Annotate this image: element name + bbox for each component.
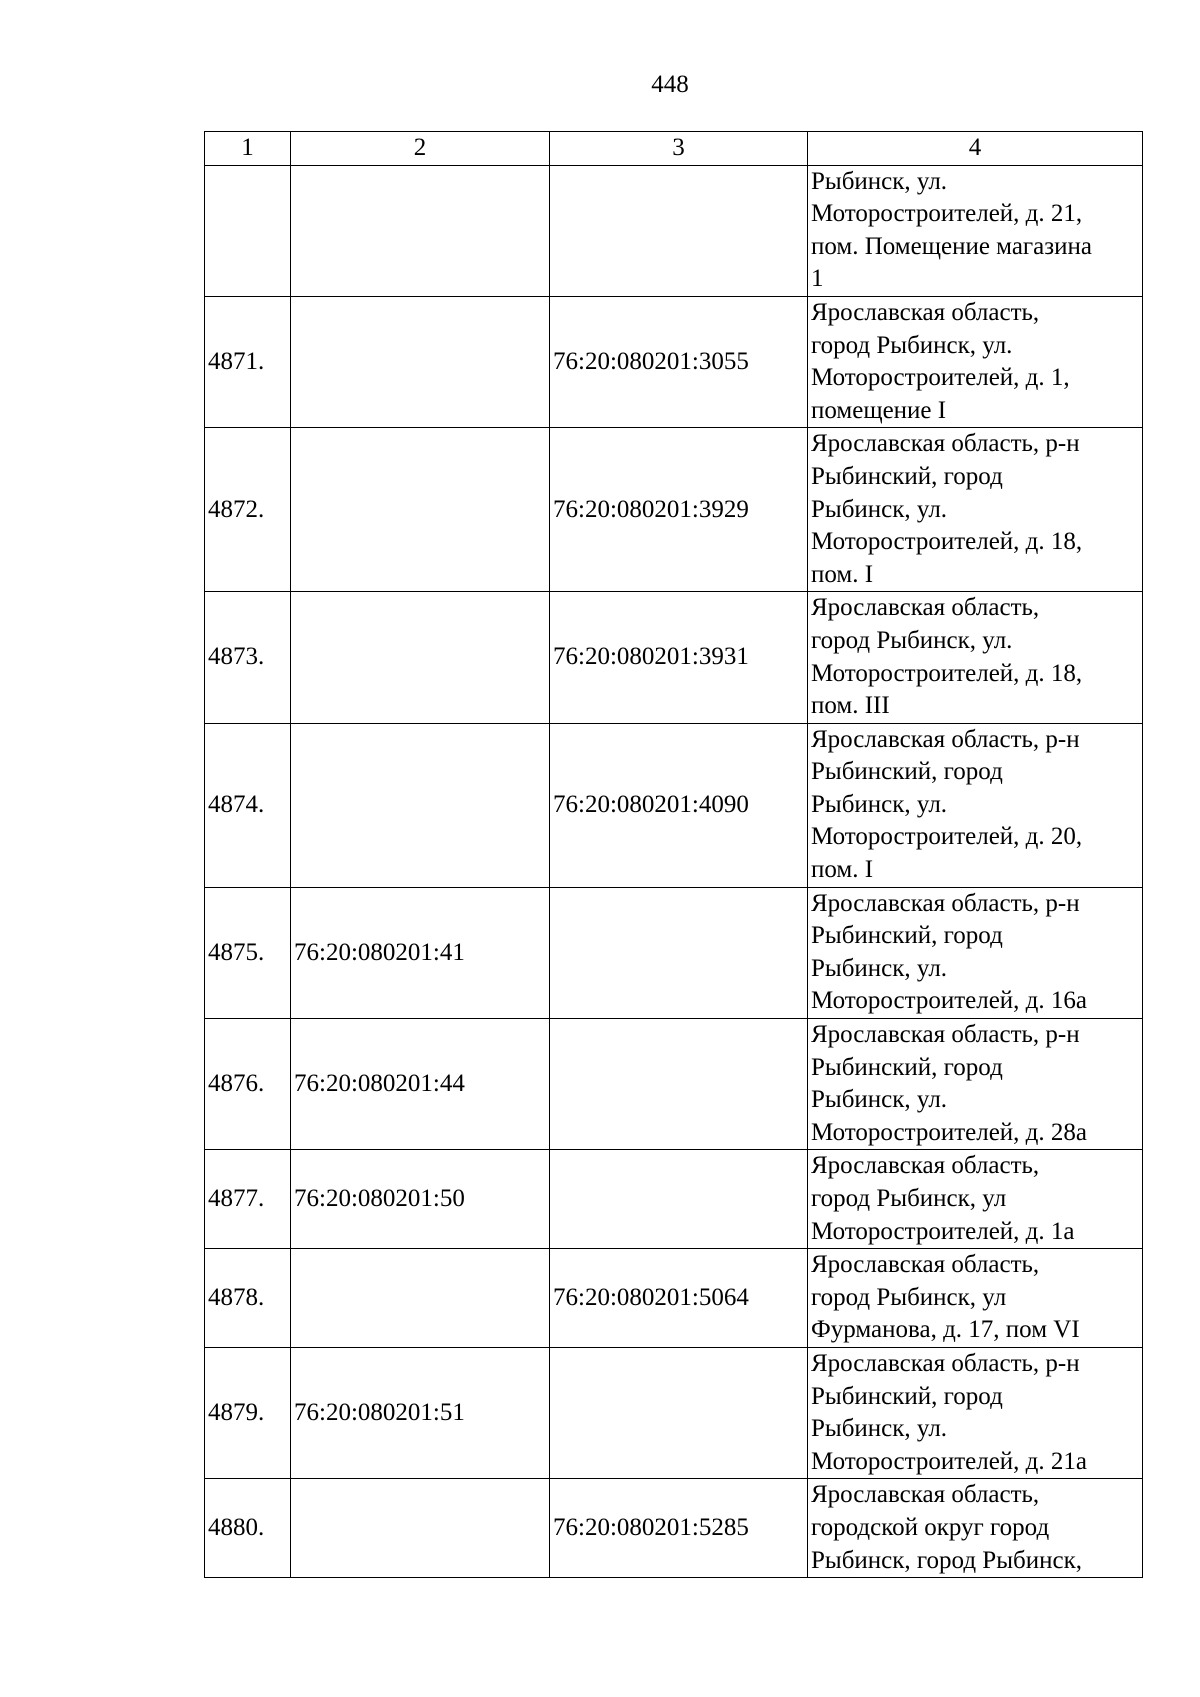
address-line: Ярославская область, р-н [811,889,1080,917]
land-cadastral-number-cell [291,1249,550,1348]
land-cadastral-number-cell [291,296,550,427]
address-line: Рыбинск, ул. [811,495,948,523]
table-row [205,1479,1143,1578]
address-line: пом. III [811,692,890,720]
land-cadastral-number-cell: 76:20:080201:50 [291,1150,550,1249]
address-line: Рыбинск, ул. [811,1415,948,1443]
address-line: пом. I [811,560,874,588]
address-line: Моторостроителей, д. 1, [811,364,1070,392]
address-line: Рыбинск, город Рыбинск, [811,1546,1082,1574]
address-line: Ярославская область, [811,298,1040,326]
object-cadastral-number-cell: 76:20:080201:3055 [550,296,808,427]
address-cell [808,165,1143,296]
address-cell [808,1249,1143,1348]
address-line: Ярославская область, р-н [811,1349,1080,1377]
row-number-cell [205,165,291,296]
address-cell [808,592,1143,723]
address-line: город Рыбинск, ул. [811,626,1013,654]
address-line: Рыбинский, город [811,922,1003,950]
address-line: город Рыбинск, ул. [811,331,1013,359]
table-row [205,1347,1143,1478]
address-line: Моторостроителей, д. 20, [811,823,1083,851]
table-row [205,1249,1143,1348]
address-line: Ярославская область, [811,1152,1040,1180]
address-line: Фурманова, д. 17, пом VI [811,1316,1080,1344]
address-cell [808,887,1143,1018]
table-row [205,723,1143,887]
address-line: Ярославская область, р-н [811,1021,1080,1049]
address-line: Ярославская область, [811,594,1040,622]
address-line: Ярославская область, [811,1251,1040,1279]
address-cell [808,1479,1143,1578]
object-cadastral-number-cell: 76:20:080201:5285 [550,1479,808,1578]
table-row [205,887,1143,1018]
address-line: Моторостроителей, д. 21, [811,200,1083,228]
row-number-cell: 4876. [205,1019,291,1150]
land-cadastral-number-cell [291,428,550,592]
object-cadastral-number-cell: 76:20:080201:3931 [550,592,808,723]
object-cadastral-number-cell: 76:20:080201:3929 [550,428,808,592]
address-line: Ярославская область, [811,1481,1040,1509]
address-cell [808,1019,1143,1150]
address-line: Рыбинск, ул. [811,1086,948,1114]
column-header-1: 1 [205,132,291,166]
row-number-cell: 4872. [205,428,291,592]
address-line: Рыбинск, ул. [811,954,948,982]
land-cadastral-number-cell [291,723,550,887]
address-line: Рыбинский, город [811,1382,1003,1410]
address-line: Моторостроителей, д. 16а [811,987,1087,1015]
address-line: Ярославская область, р-н [811,725,1080,753]
object-cadastral-number-cell: 76:20:080201:5064 [550,1249,808,1348]
object-cadastral-number-cell [550,1019,808,1150]
address-line: город Рыбинск, ул [811,1185,1007,1212]
object-cadastral-number-cell [550,1150,808,1249]
address-line: Рыбинск, ул. [811,790,948,818]
table-row [205,165,1143,296]
address-cell [808,428,1143,592]
row-number-cell: 4874. [205,723,291,887]
table-row [205,592,1143,723]
address-line: Рыбинский, город [811,462,1003,490]
row-number-cell: 4879. [205,1347,291,1478]
column-header-2: 2 [291,132,550,166]
address-line: Ярославская область, р-н [811,430,1080,458]
table-row [205,1150,1143,1249]
address-line: Рыбинский, город [811,758,1003,786]
row-number-cell: 4877. [205,1150,291,1249]
registry-table [204,131,1143,1578]
land-cadastral-number-cell: 76:20:080201:44 [291,1019,550,1150]
address-line: Моторостроителей, д. 18, [811,528,1083,556]
address-line: Рыбинский, город [811,1053,1003,1081]
address-cell [808,1150,1143,1249]
object-cadastral-number-cell [550,1347,808,1478]
address-line: городской округ город [811,1513,1050,1541]
row-number-cell: 4878. [205,1249,291,1348]
land-cadastral-number-cell [291,165,550,296]
table-row [205,296,1143,427]
address-line: пом. I [811,856,874,884]
address-line: город Рыбинск, ул [811,1283,1007,1311]
object-cadastral-number-cell [550,165,808,296]
land-cadastral-number-cell [291,592,550,723]
page-number: 448 [651,71,689,98]
table-row [205,428,1143,592]
address-line: Моторостроителей, д. 28а [811,1118,1087,1146]
address-cell [808,723,1143,887]
address-line: Моторостроителей, д. 18, [811,659,1083,687]
object-cadastral-number-cell: 76:20:080201:4090 [550,723,808,887]
address-line: помещение I [811,396,947,424]
address-line: пом. Помещение магазина [811,232,1092,260]
table-row [205,1019,1143,1150]
land-cadastral-number-cell [291,1479,550,1578]
row-number-cell: 4871. [205,296,291,427]
land-cadastral-number-cell: 76:20:080201:41 [291,887,550,1018]
column-header-4: 4 [808,132,1143,166]
column-header-3: 3 [550,132,808,166]
address-cell [808,1347,1143,1478]
address-line: 1 [811,265,824,293]
row-number-cell: 4875. [205,887,291,1018]
land-cadastral-number-cell: 76:20:080201:51 [291,1347,550,1478]
header-row [205,132,1143,166]
address-cell [808,296,1143,427]
row-number-cell: 4873. [205,592,291,723]
row-number-cell: 4880. [205,1479,291,1578]
address-line: Моторостроителей, д. 1а [811,1217,1075,1245]
address-line: Моторостроителей, д. 21а [811,1447,1087,1475]
object-cadastral-number-cell [550,887,808,1018]
address-line: Рыбинск, ул. [811,167,948,195]
